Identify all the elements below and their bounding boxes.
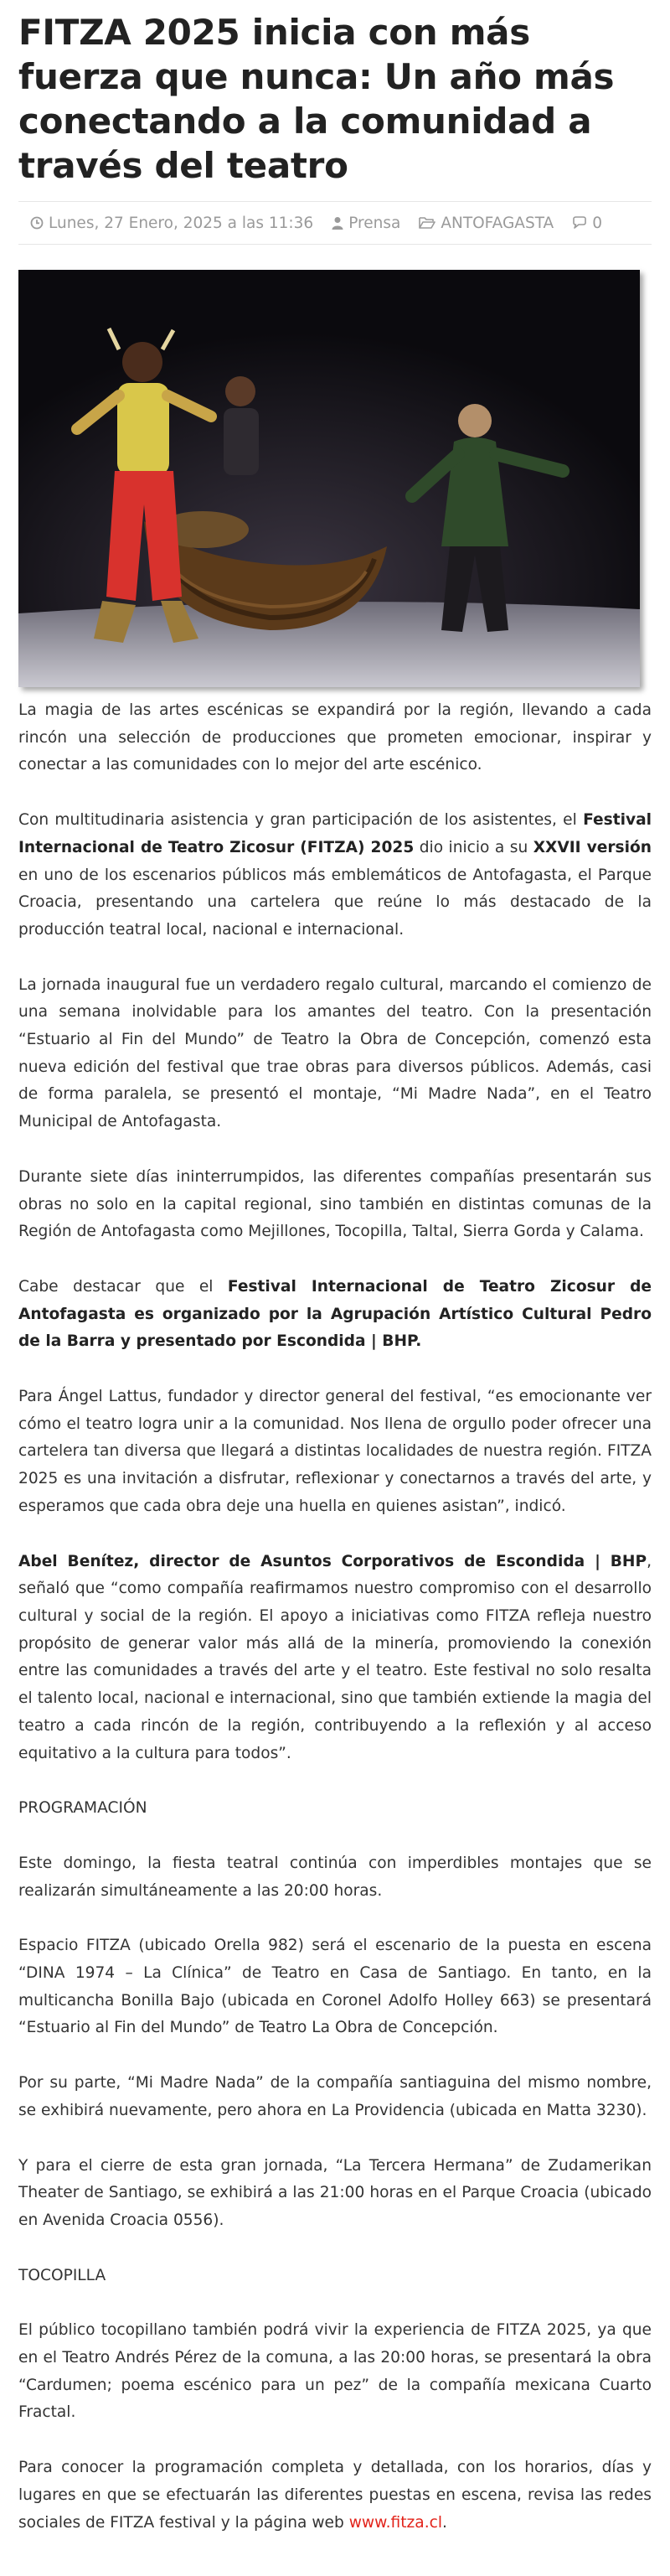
paragraph	[18, 1274, 652, 1356]
meta-comments-count: 0	[592, 214, 602, 232]
meta-date	[30, 215, 313, 232]
paragraph: Y para el cierre de esta gran jornada, “La Tercera Hermana” de Zudamerikan Theater de Santiago, se exhibirá a las 21:00 horas en el Parque Croacia (ubicado en Avenida Croacia 0556).	[18, 2156, 652, 2229]
section-heading-programacion: PROGRAMACIÓN	[18, 1799, 147, 1818]
paragraph: Por su parte, “Mi Madre Nada” de la compañía santiaguina del mismo nombre, se exhibirá nuevamente, pero ahora en La Providencia (ubicada en Matta 3230).	[18, 2074, 652, 2119]
theatre-performance-illustration	[18, 270, 640, 687]
meta-author-text: Prensa	[348, 214, 401, 232]
meta-category-text: ANTOFAGASTA	[441, 214, 554, 232]
meta-comments[interactable]	[572, 215, 602, 232]
meta-author[interactable]	[332, 215, 400, 232]
bold-text: XXVII versión	[533, 838, 652, 856]
paragraph	[18, 1549, 652, 1768]
text: Con multitudinaria asistencia y gran participación de los asistentes, el	[18, 811, 584, 830]
paragraph: Para Ángel Lattus, fundador y director general del festival, “es emocionante ver cómo el teatro logra unir a la comunidad. Nos llena de orgullo poder ofrecer una cartelera tan diversa que llegará a distintas localidades de nuestra región. FITZA 2025 es una invitación a disfrutar, reflexionar y conectarnos a través del arte, y esperamos que cada obra deje una huella en quienes asistan”, indicó.	[18, 1388, 652, 1515]
article-title: FITZA 2025 inicia con más fuerza que nunca: Un año más conectando a la comunidad a través del teatro	[18, 12, 615, 186]
paragraph: La magia de las artes escénicas se expandirá por la región, llevando a cada rincón una selección de producciones que prometen emocionar, inspirar y conectar a las comunidades con lo mejor del arte escénico.	[18, 701, 652, 774]
text: .	[442, 2513, 447, 2532]
meta-category[interactable]	[419, 215, 554, 232]
fitza-website-link[interactable]: www.fitza.cl	[348, 2513, 442, 2532]
article-hero-image	[18, 270, 640, 687]
paragraph: Este domingo, la fiesta teatral continúa con imperdibles montajes que se realizarán simultáneamente a las 20:00 horas.	[18, 1854, 652, 1900]
paragraph	[18, 807, 652, 944]
paragraph: El público tocopillano también podrá vivir la experiencia de FITZA 2025, ya que en el Teatro Andrés Pérez de la comuna, a las 20:00 horas, se presentará la obra “Cardumen; poema escénico para un pez” de la compañía mexicana Cuarto Fractal.	[18, 2321, 652, 2422]
bold-text: Festival Internacional de Teatro Zicosur (FITZA) 2025	[18, 811, 652, 856]
folder-icon	[419, 216, 436, 230]
text: , señaló que “como compañía reafirmamos nuestro compromiso con el desarrollo cultural y social de la región. El apoyo a iniciativas como FITZA refleja nuestro propósito de generar valor más allá de la minería, promoviendo la conexión entre las comunidades a través del arte y el teatro. Este festival no solo resalta el talento local, nacional e internacional, sino que también extiende la magia del teatro a cada rincón de la región, contribuyendo a la reflexión y al acceso equitativo a la cultura para todos”.	[18, 1552, 652, 1762]
bold-text: Abel Benítez, director de Asuntos Corporativos de Escondida | BHP	[18, 1552, 647, 1570]
user-icon	[332, 216, 343, 230]
paragraph	[18, 2454, 652, 2537]
text: Para conocer la programación completa y detallada, con los horarios, días y lugares en que se efectuarán las diferentes puestas en escena, revisa las redes sociales de FITZA festival y la página web	[18, 2459, 652, 2532]
text: en uno de los escenarios públicos más emblemáticos de Antofagasta, el Parque Croacia, presentando una cartelera que reúne lo más destacado de la producción teatral local, nacional e internacional.	[18, 866, 652, 939]
paragraph: La jornada inaugural fue un verdadero regalo cultural, marcando el comienzo de una semana inolvidable para los amantes del teatro. Con la presentación “Estuario al Fin del Mundo” de Teatro la Obra de Concepción, comenzó esta nueva edición del festival que trae obras para diversos públicos. Además, casi de forma paralela, se presentó el montaje, “Mi Madre Nada”, en el Teatro Municipal de Antofagasta.	[18, 975, 652, 1131]
meta-date-text: Lunes, 27 Enero, 2025 a las 11:36	[49, 214, 314, 232]
text: Cabe destacar que el	[18, 1277, 228, 1296]
paragraph: Durante siete días ininterrumpidos, las diferentes compañías presentarán sus obras no solo en la capital regional, sino también en distintas comunas de la Región de Antofagasta como Mejillones, Tocopilla, Taltal, Sierra Gorda y Calama.	[18, 1167, 652, 1241]
article-meta	[18, 201, 652, 245]
text: dio inicio a su	[414, 838, 533, 856]
paragraph: Espacio FITZA (ubicado Orella 982) será el escenario de la puesta en escena “DINA 1974 – La Clínica” de Teatro en Casa de Santiago. En tanto, en la multicancha Bonilla Bajo (ubicada en Coronel Adolfo Holley 663) se presentará “Estuario al Fin del Mundo” de Teatro La Obra de Concepción.	[18, 1937, 652, 2037]
bold-text: Festival Internacional de Teatro Zicosur de Antofagasta es organizado por la Agrupación Artístico Cultural Pedro de la Barra y presentado por Escondida | BHP.	[18, 1277, 652, 1351]
comment-icon	[572, 216, 587, 230]
article-body	[18, 697, 652, 2537]
section-heading-tocopilla: TOCOPILLA	[18, 2266, 106, 2284]
clock-icon	[30, 216, 44, 230]
